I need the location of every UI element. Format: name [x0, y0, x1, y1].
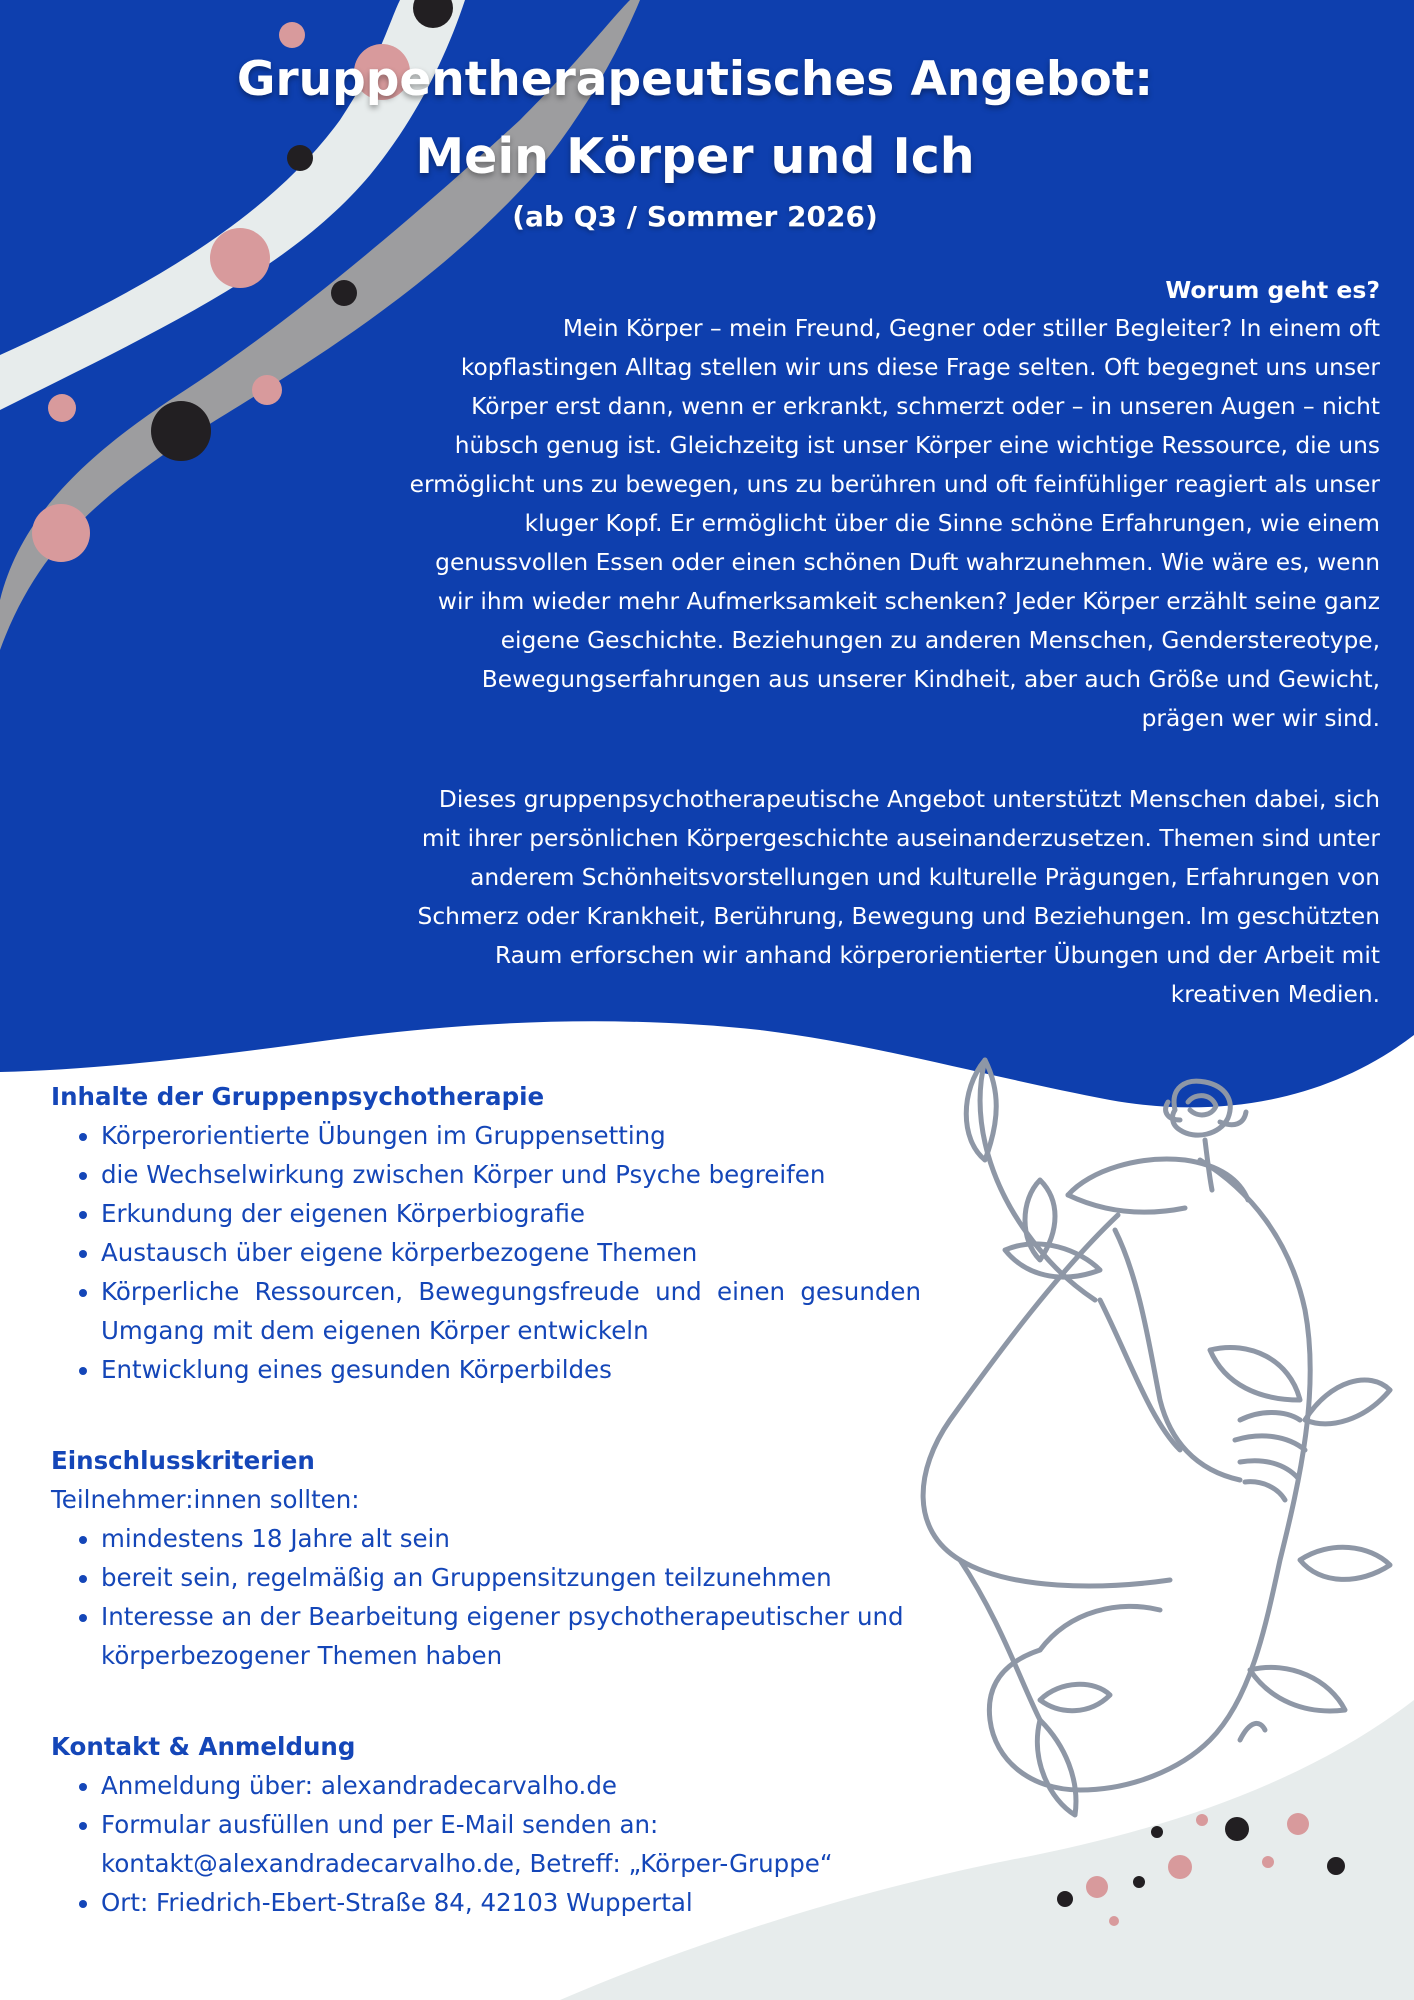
criteria-intro: Teilnehmer:innen sollten: — [51, 1485, 360, 1514]
criteria-heading: Einschlusskriterien — [51, 1446, 315, 1475]
criteria-section — [51, 1441, 921, 1675]
dot — [1086, 1876, 1108, 1898]
list-item: • Körperliche Ressourcen, Bewegungsfreude und einen gesunden Umgang mit dem eigenen Körper entwickeln — [101, 1272, 921, 1350]
list-item: • Interesse an der Bearbeitung eigener psychotherapeutischer und körperbezogener Themen haben — [101, 1597, 921, 1675]
dot — [1327, 1857, 1345, 1875]
dot — [1262, 1856, 1274, 1868]
contact-section — [51, 1727, 921, 1922]
list-item: • Formular ausfüllen und per E-Mail senden an: kontakt@alexandradecarvalho.de, Betreff: „Körper-Gruppe“ — [101, 1805, 921, 1883]
contact-heading: Kontakt & Anmeldung — [51, 1732, 356, 1761]
dot — [252, 375, 282, 405]
list-item: • Austausch über eigene körperbezogene Themen — [101, 1233, 921, 1272]
dot — [1287, 1813, 1309, 1835]
list-item: • Anmeldung über: alexandradecarvalho.de — [101, 1766, 921, 1805]
contents-section — [51, 1077, 921, 1389]
embracing-figure-line-art-icon — [923, 1060, 1390, 1815]
subtitle: (ab Q3 / Sommer 2026) — [512, 200, 878, 233]
intro-heading: Worum geht es? — [1165, 276, 1380, 304]
dot — [1225, 1817, 1249, 1841]
dot — [1057, 1891, 1073, 1907]
dot — [48, 394, 76, 422]
contents-heading: Inhalte der Gruppenpsychotherapie — [51, 1082, 545, 1111]
list-item: • mindestens 18 Jahre alt sein — [101, 1519, 921, 1558]
dot — [1133, 1876, 1145, 1888]
dot — [279, 22, 305, 48]
dot — [32, 504, 90, 562]
title-line-2: Mein Körper und Ich — [415, 128, 975, 185]
contents-list — [51, 1116, 921, 1389]
intro-paragraph-2: Dieses gruppenpsychotherapeutische Angebot unterstützt Menschen dabei, sich mit ihrer persönlichen Körpergeschichte auseinanderzusetzen. Themen sind unter anderem Schönheitsvorstellungen und kulturelle Prägungen, Erfahrungen von Schmerz oder Krankheit, Berührung, Bewegung und Beziehungen. Im geschützten Raum erforschen wir anhand körperorientierter Übungen und der Arbeit mit kreativen Medien. — [417, 786, 1380, 1008]
dot — [331, 280, 357, 306]
list-item: • die Wechselwirkung zwischen Körper und Psyche begreifen — [101, 1155, 921, 1194]
dot — [1151, 1826, 1163, 1838]
title-line-1: Gruppentherapeutisches Angebot: — [236, 52, 1154, 107]
dot — [1168, 1855, 1192, 1879]
list-item: • Ort: Friedrich-Ebert-Straße 84, 42103 Wuppertal — [101, 1883, 921, 1922]
list-item: • bereit sein, regelmäßig an Gruppensitzungen teilzunehmen — [101, 1558, 921, 1597]
dot — [151, 401, 211, 461]
list-item: • Entwicklung eines gesunden Körperbildes — [101, 1350, 921, 1389]
list-item: • Körperorientierte Übungen im Gruppensetting — [101, 1116, 921, 1155]
intro-paragraph-1: Mein Körper – mein Freund, Gegner oder stiller Begleiter? In einem oft kopflastingen Alltag stellen wir uns diese Frage selten. Oft begegnet uns unser Körper erst dann, wenn er erkrankt, schmerzt oder – in unseren Augen – nicht hübsch genug ist. Gleichzeitg ist unser Körper eine wichtige Ressource, die uns ermöglicht uns zu bewegen, uns zu berühren und oft feinfühliger reagiert als unser kluger Kopf. Er ermöglicht über die Sinne schöne Erfahrungen, wie einem genussvollen Essen oder einen schönen Duft wahrzunehmen. Wie wäre es, wenn wir ihm wieder mehr Aufmerksamkeit schenken? Jeder Körper erzählt seine ganz eigene Geschichte. Beziehungen zu anderen Menschen, Genderstereotype, Bewegungserfahrungen aus unserer Kindheit, aber auch Größe und Gewicht, prägen wer wir sind. — [409, 315, 1380, 732]
dot — [210, 228, 270, 288]
list-item: • Erkundung der eigenen Körperbiografie — [101, 1194, 921, 1233]
dot — [1109, 1916, 1119, 1926]
dot — [1196, 1814, 1208, 1826]
contact-list — [51, 1766, 921, 1922]
criteria-list — [51, 1519, 921, 1675]
